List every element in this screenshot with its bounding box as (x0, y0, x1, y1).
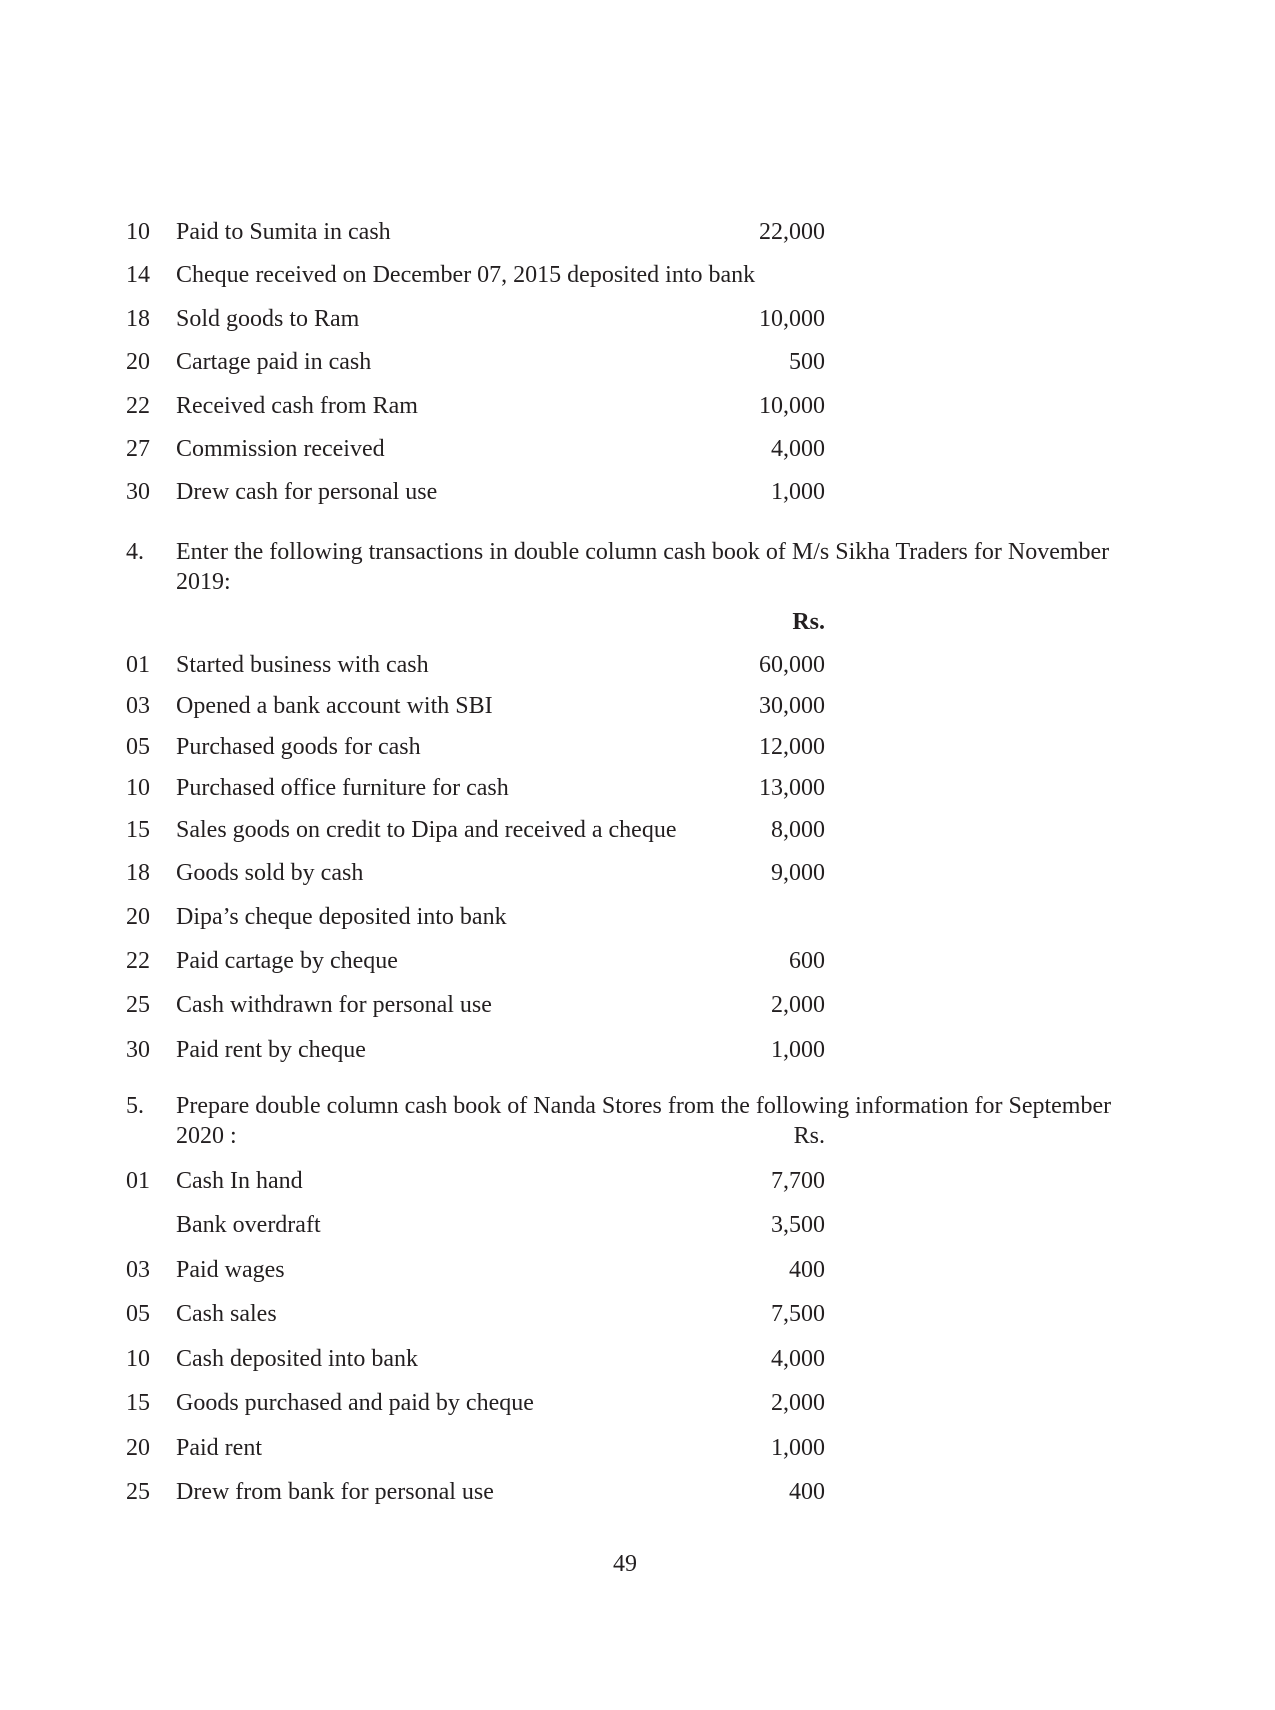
transaction-amount: 22,000 (759, 219, 825, 245)
transaction-day: 10 (126, 1346, 150, 1372)
transaction-description: Purchased office furniture for cash (176, 775, 509, 801)
transaction-amount: 1,000 (771, 1435, 825, 1461)
transaction-amount: 8,000 (771, 817, 825, 843)
transaction-description: Cheque received on December 07, 2015 deposited into bank (176, 262, 756, 288)
transaction-amount: 400 (789, 1257, 825, 1283)
transaction-day: 18 (126, 306, 150, 332)
currency-header: Rs. (792, 609, 825, 635)
transaction-row (0, 731, 1275, 763)
transaction-day: 15 (126, 1390, 150, 1416)
question-number: 5. (126, 1093, 144, 1119)
transaction-description: Opened a bank account with SBI (176, 693, 493, 719)
question-text (176, 1091, 1136, 1151)
transaction-amount: 30,000 (759, 693, 825, 719)
transaction-description: Received cash from Ram (176, 393, 418, 419)
transaction-description: Goods sold by cash (176, 860, 364, 886)
transaction-day: 22 (126, 393, 150, 419)
transaction-amount: 2,000 (771, 992, 825, 1018)
question-text-line: 2020 : (176, 1123, 237, 1149)
transaction-description: Goods purchased and paid by cheque (176, 1390, 534, 1416)
transaction-row (0, 690, 1275, 722)
transaction-day: 01 (126, 652, 150, 678)
transaction-row (0, 989, 1275, 1021)
transaction-description: Bank overdraft (176, 1212, 321, 1238)
transaction-day: 05 (126, 1301, 150, 1327)
transaction-amount: 500 (789, 349, 825, 375)
transaction-amount: 9,000 (771, 860, 825, 886)
transaction-row (0, 1034, 1275, 1066)
transaction-row (0, 303, 1275, 335)
transaction-day: 14 (126, 262, 150, 288)
question-number: 4. (126, 539, 144, 565)
transaction-row (0, 814, 1275, 846)
transaction-row (0, 1387, 1275, 1419)
transaction-day: 30 (126, 479, 150, 505)
transaction-row (0, 216, 1275, 248)
transaction-row (0, 259, 1275, 291)
transaction-description: Cash withdrawn for personal use (176, 992, 492, 1018)
transaction-row (0, 901, 1275, 933)
transaction-day: 25 (126, 1479, 150, 1505)
transaction-day: 18 (126, 860, 150, 886)
transaction-day: 30 (126, 1037, 150, 1063)
transaction-row (0, 1476, 1275, 1508)
transaction-description: Started business with cash (176, 652, 429, 678)
transaction-description: Paid to Sumita in cash (176, 219, 391, 245)
transaction-amount: 3,500 (771, 1212, 825, 1238)
transaction-amount: 4,000 (771, 436, 825, 462)
question-text-line: Prepare double column cash book of Nanda Stores from the following information for September (176, 1093, 1112, 1119)
transaction-row (0, 390, 1275, 422)
transaction-day: 25 (126, 992, 150, 1018)
transaction-amount: 7,500 (771, 1301, 825, 1327)
transaction-description: Sold goods to Ram (176, 306, 360, 332)
transaction-amount: 2,000 (771, 1390, 825, 1416)
transaction-day: 03 (126, 693, 150, 719)
transaction-description: Commission received (176, 436, 385, 462)
transaction-day: 20 (126, 904, 150, 930)
transaction-day: 03 (126, 1257, 150, 1283)
transaction-row (0, 1432, 1275, 1464)
transaction-description: Dipa’s cheque deposited into bank (176, 904, 507, 930)
transaction-day: 01 (126, 1168, 150, 1194)
transaction-amount: 7,700 (771, 1168, 825, 1194)
transaction-day: 10 (126, 219, 150, 245)
transaction-description: Cartage paid in cash (176, 349, 372, 375)
transaction-row (0, 476, 1275, 508)
transaction-description: Purchased goods for cash (176, 734, 421, 760)
transaction-description: Paid wages (176, 1257, 285, 1283)
transaction-day: 27 (126, 436, 150, 462)
question-text (176, 537, 1136, 597)
transaction-description: Paid cartage by cheque (176, 948, 398, 974)
transaction-description: Paid rent by cheque (176, 1037, 366, 1063)
currency-header-row (0, 606, 1275, 638)
transaction-row (0, 857, 1275, 889)
transaction-row (0, 945, 1275, 977)
transaction-row (0, 1209, 1275, 1241)
transaction-amount: 10,000 (759, 393, 825, 419)
question-text-line: 2019: (176, 569, 231, 595)
transaction-amount: 4,000 (771, 1346, 825, 1372)
transaction-amount: 10,000 (759, 306, 825, 332)
transaction-amount: 12,000 (759, 734, 825, 760)
transaction-row (0, 1343, 1275, 1375)
transaction-description: Drew cash for personal use (176, 479, 438, 505)
transaction-amount: 400 (789, 1479, 825, 1505)
transaction-amount: 13,000 (759, 775, 825, 801)
transaction-description: Drew from bank for personal use (176, 1479, 494, 1505)
currency-header: Rs. (793, 1123, 825, 1149)
transaction-day: 05 (126, 734, 150, 760)
transaction-row (0, 1298, 1275, 1330)
transaction-row (0, 346, 1275, 378)
transaction-row (0, 649, 1275, 681)
transaction-description: Cash deposited into bank (176, 1346, 418, 1372)
transaction-description: Cash In hand (176, 1168, 303, 1194)
transaction-amount: 600 (789, 948, 825, 974)
page-number: 49 (613, 1551, 637, 1577)
transaction-description: Paid rent (176, 1435, 262, 1461)
transaction-row (0, 433, 1275, 465)
transaction-day: 10 (126, 775, 150, 801)
transaction-day: 20 (126, 1435, 150, 1461)
transaction-amount: 1,000 (771, 479, 825, 505)
transaction-description: Sales goods on credit to Dipa and received a cheque (176, 817, 677, 843)
transaction-amount: 60,000 (759, 652, 825, 678)
question-text-line: Enter the following transactions in double column cash book of M/s Sikha Traders for November (176, 539, 1110, 565)
transaction-day: 20 (126, 349, 150, 375)
transaction-row (0, 772, 1275, 804)
transaction-day: 22 (126, 948, 150, 974)
transaction-row (0, 1254, 1275, 1286)
transaction-amount: 1,000 (771, 1037, 825, 1063)
transaction-description: Cash sales (176, 1301, 277, 1327)
transaction-day: 15 (126, 817, 150, 843)
transaction-row (0, 1165, 1275, 1197)
